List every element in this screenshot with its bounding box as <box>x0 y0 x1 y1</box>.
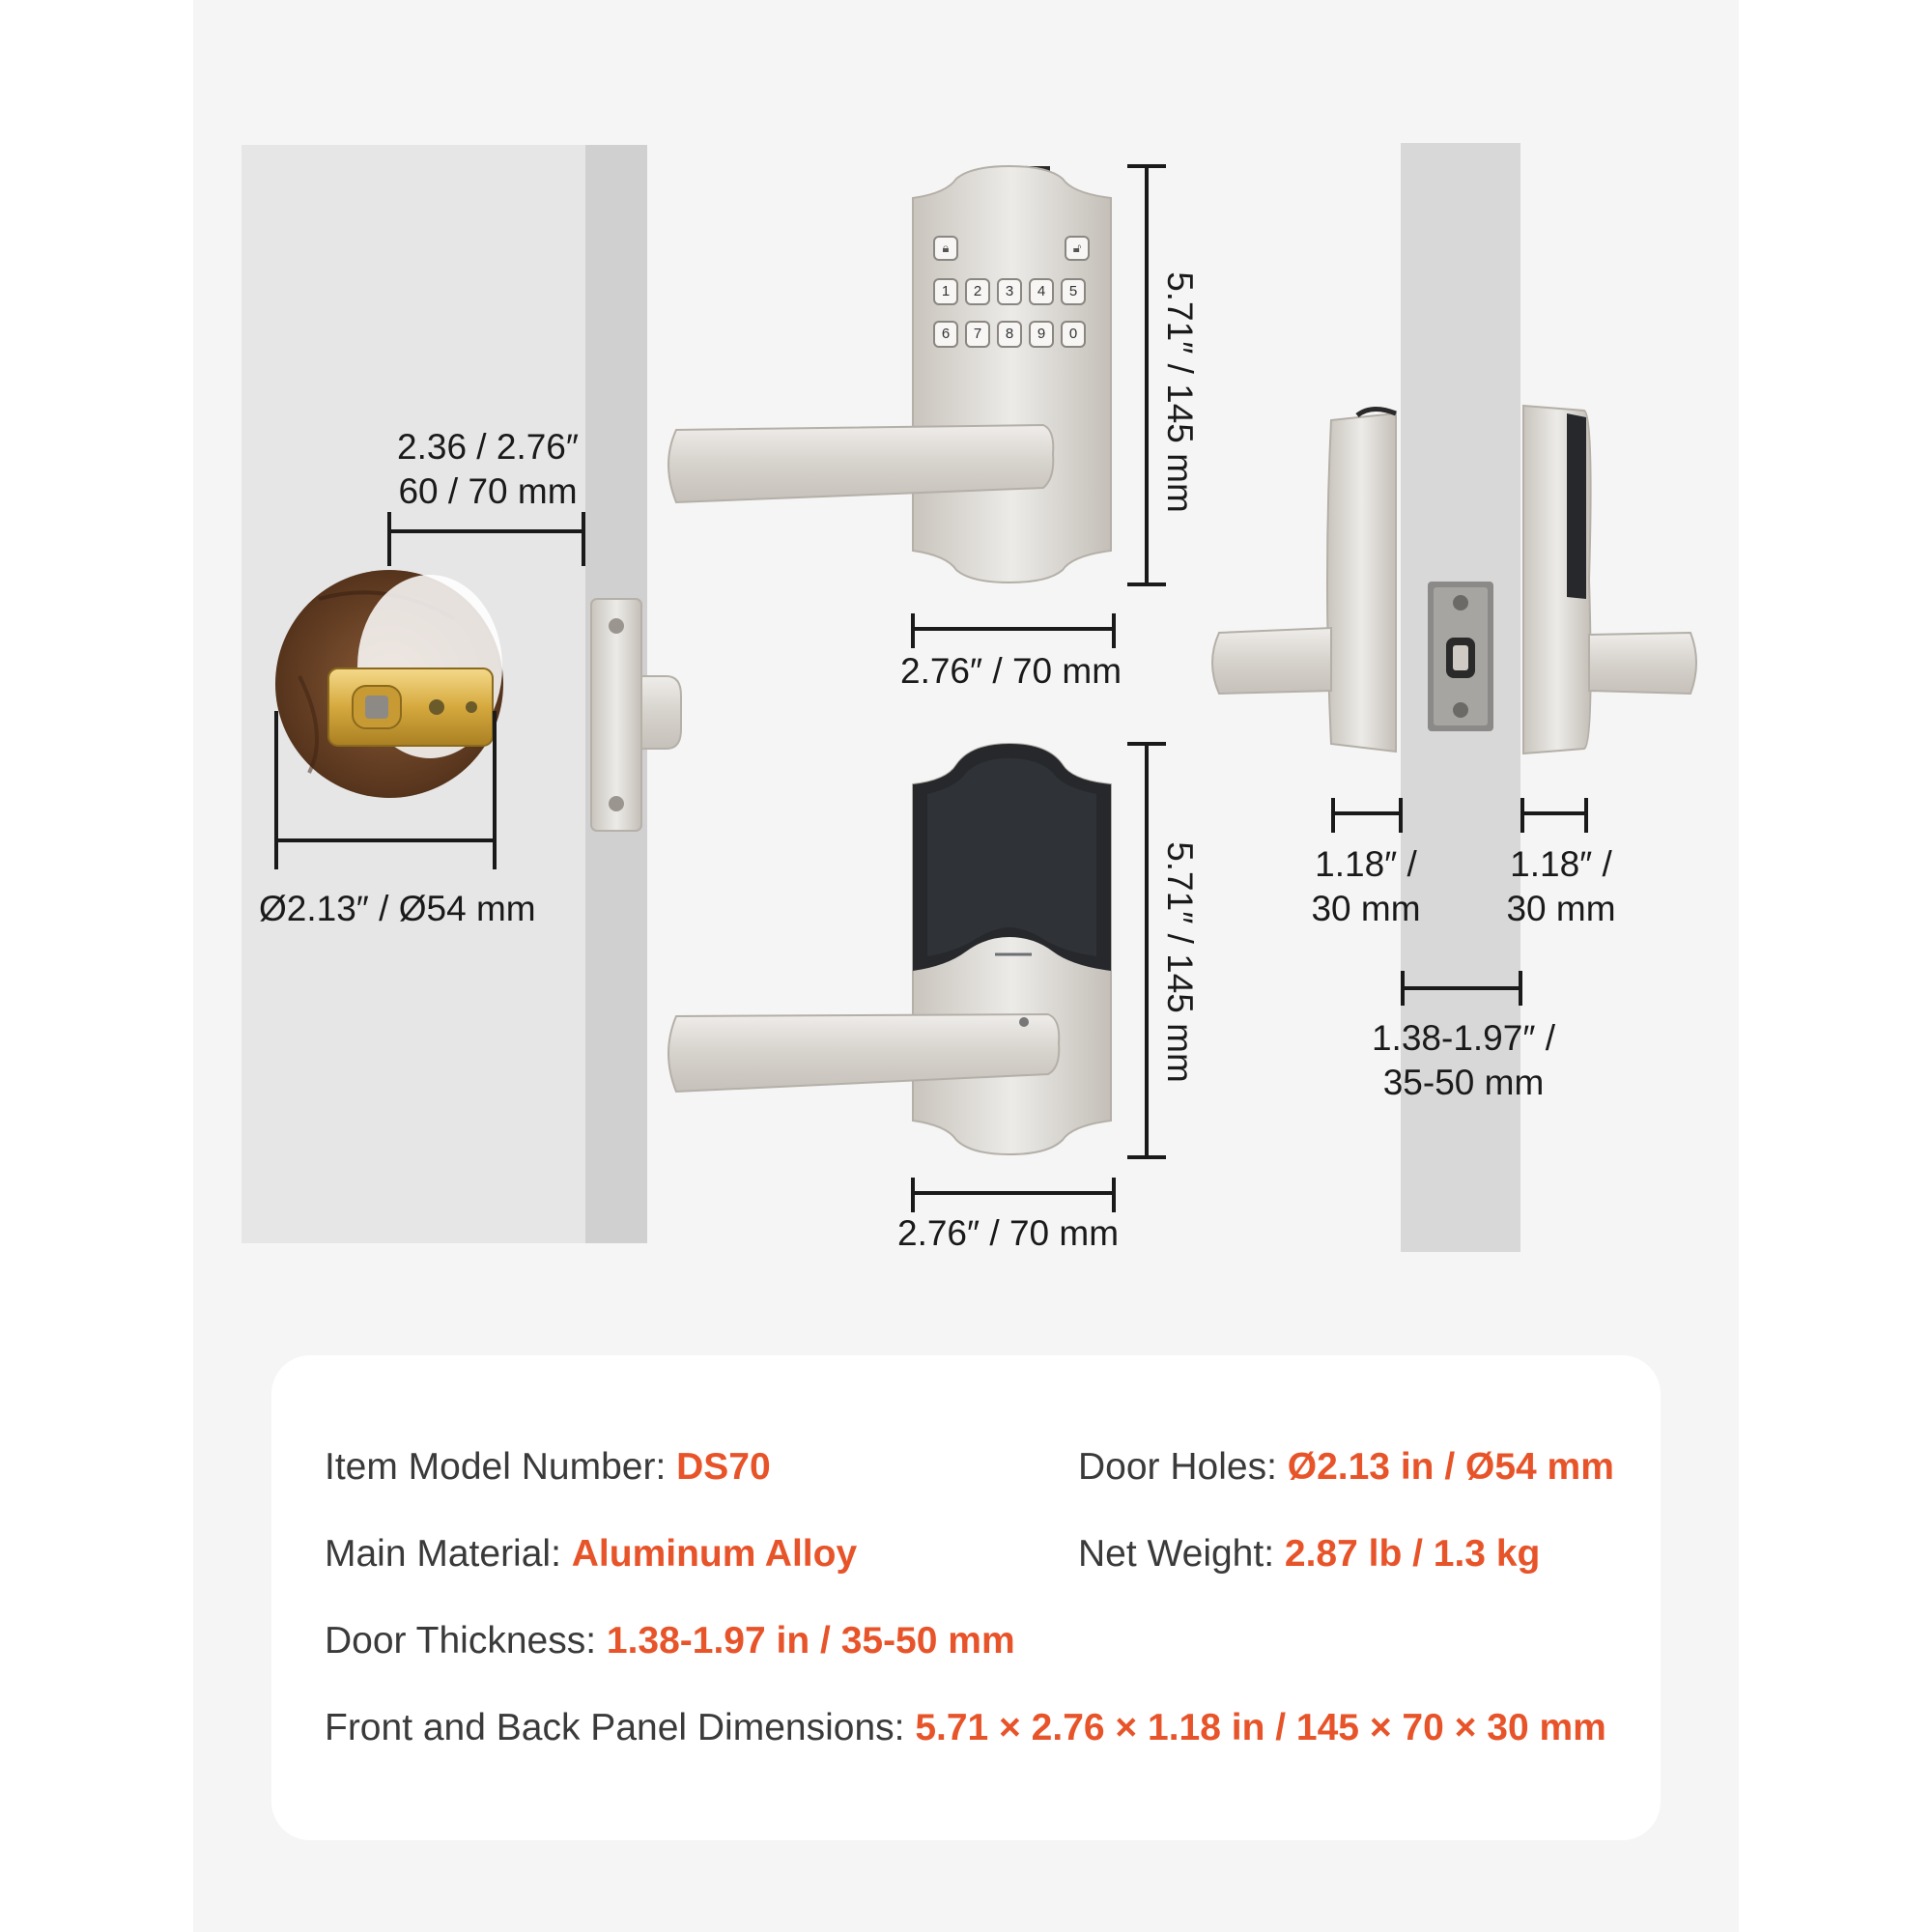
door-thickness-label <box>1352 1016 1575 1105</box>
spec-model <box>325 1444 771 1491</box>
side-right-label <box>1493 842 1629 931</box>
spec-panel-dimensions <box>325 1705 1606 1751</box>
unlock-key[interactable] <box>1065 236 1090 261</box>
spec-weight-value: 2.87 lb / 1.3 kg <box>1284 1533 1541 1575</box>
spec-door-holes <box>1078 1444 1614 1491</box>
keypad-key-1[interactable]: 1 <box>933 278 958 305</box>
side-left-label <box>1298 842 1434 931</box>
unlock-icon: 🔓︎ <box>1072 241 1082 255</box>
front-panel <box>913 166 1111 582</box>
keypad-key-0[interactable]: 0 <box>1061 321 1086 348</box>
door-thickness-label-line1: 1.38-1.97″ / <box>1371 1018 1555 1058</box>
lock-icon: 🔒︎ <box>942 241 950 255</box>
side-right-label-line1: 1.18″ / <box>1510 844 1612 884</box>
back-width-dimension-line <box>913 1178 1114 1212</box>
back-height-label: 5.71″ / 145 mm <box>1160 841 1200 1083</box>
keypad-key-9[interactable]: 9 <box>1029 321 1054 348</box>
spec-door-thickness-value: 1.38-1.97 in / 35-50 mm <box>606 1620 1015 1662</box>
spec-material-value: Aluminum Alloy <box>571 1533 858 1575</box>
backset-label-line1: 2.36 / 2.76″ <box>397 427 579 467</box>
spec-weight-label: Net Weight: <box>1078 1533 1285 1575</box>
lock-key[interactable] <box>933 236 958 261</box>
spec-panel-dimensions-label: Front and Back Panel Dimensions: <box>325 1707 916 1748</box>
backset-label <box>391 425 584 514</box>
keypad-row-2 <box>933 321 1088 346</box>
keypad-key-5[interactable]: 5 <box>1061 278 1086 305</box>
keypad-row-1 <box>933 278 1088 303</box>
spec-model-value: DS70 <box>676 1446 771 1488</box>
spec-door-thickness-label: Door Thickness: <box>325 1620 607 1662</box>
keypad-key-3[interactable]: 3 <box>997 278 1022 305</box>
side-left-label-line2: 30 mm <box>1311 889 1421 928</box>
side-left-label-line1: 1.18″ / <box>1315 844 1417 884</box>
spec-weight <box>1078 1531 1540 1577</box>
spec-door-holes-label: Door Holes: <box>1078 1446 1288 1488</box>
back-width-label: 2.76″ / 70 mm <box>897 1213 1120 1253</box>
spec-card <box>271 1355 1661 1840</box>
back-panel <box>913 744 1111 1154</box>
front-height-label: 5.71″ / 145 mm <box>1160 271 1200 513</box>
keypad-key-8[interactable]: 8 <box>997 321 1022 348</box>
spec-material <box>325 1531 857 1577</box>
front-width-label: 2.76″ / 70 mm <box>900 651 1122 691</box>
spec-door-thickness <box>325 1618 1015 1664</box>
door-bore-view <box>275 570 503 798</box>
spec-model-label: Item Model Number: <box>325 1446 677 1488</box>
keypad-key-7[interactable]: 7 <box>965 321 990 348</box>
spec-door-holes-value: Ø2.13 in / Ø54 mm <box>1287 1446 1614 1488</box>
keypad-key-2[interactable]: 2 <box>965 278 990 305</box>
spec-panel-dimensions-value: 5.71 × 2.76 × 1.18 in / 145 × 70 × 30 mm <box>915 1707 1606 1748</box>
spec-material-label: Main Material: <box>325 1533 572 1575</box>
bore-label: Ø2.13″ / Ø54 mm <box>259 889 536 928</box>
latch-plate <box>591 599 681 831</box>
door-thickness-label-line2: 35-50 mm <box>1382 1063 1545 1102</box>
keypad <box>933 236 1088 352</box>
keypad-key-6[interactable]: 6 <box>933 321 958 348</box>
backset-label-line2: 60 / 70 mm <box>398 471 578 511</box>
side-right-label-line2: 30 mm <box>1506 889 1616 928</box>
keypad-key-4[interactable]: 4 <box>1029 278 1054 305</box>
side-left-dimension-line <box>1333 798 1401 833</box>
side-right-dimension-line <box>1522 798 1586 833</box>
front-width-dimension-line <box>913 613 1114 648</box>
